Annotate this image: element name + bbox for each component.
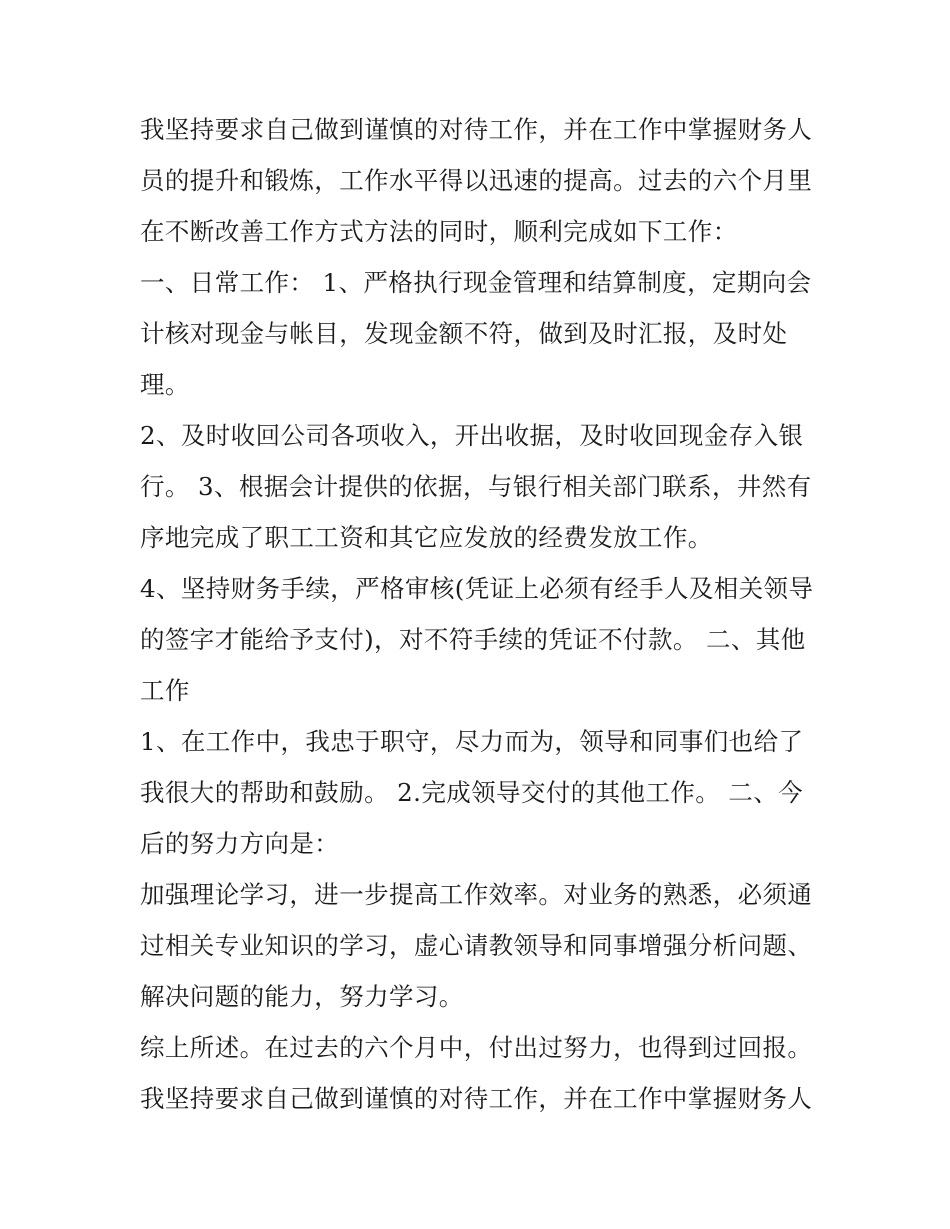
text-line: 我坚持要求自己做到谨慎的对待工作，并在工作中掌握财务人 [140,1084,813,1113]
text-line: 员的提升和锻炼，工作水平得以迅速的提高。过去的六个月里 [140,166,813,195]
text-line: 工作 [140,676,190,705]
text-line: 我坚持要求自己做到谨慎的对待工作，并在工作中掌握财务人 [140,115,813,144]
text-line: 计核对现金与帐目，发现金额不符，做到及时汇报，及时处 [140,319,788,348]
text-line: 4、坚持财务手续，严格审核(凭证上必须有经手人及相关领导 [140,574,814,603]
text-line: 一、日常工作： 1、严格执行现金管理和结算制度，定期向会 [140,268,812,297]
text-line: 过相关专业知识的学习，虚心请教领导和同事增强分析问题、 [140,931,813,960]
text-line: 的签字才能给予支付)，对不符手续的凭证不付款。 二、其他 [140,625,806,654]
text-line: 我很大的帮助和鼓励。 2.完成领导交付的其他工作。 二、今 [140,778,804,807]
text-line: 加强理论学习，进一步提高工作效率。对业务的熟悉，必须通 [140,880,813,909]
text-line: 后的努力方向是： [140,829,340,858]
document-body [140,104,820,1124]
text-line: 行。 3、根据会计提供的依据，与银行相关部门联系，井然有 [140,472,812,501]
text-line: 解决问题的能力，努力学习。 [140,982,464,1011]
text-line: 理。 [140,370,190,399]
text-line: 综上所述。在过去的六个月中，付出过努力，也得到过回报。 [140,1033,813,1062]
text-line: 序地完成了职工工资和其它应发放的经费发放工作。 [140,523,713,552]
text-line: 1、在工作中，我忠于职守，尽力而为，领导和同事们也给了 [140,727,804,756]
text-line: 2、及时收回公司各项收入，开出收据，及时收回现金存入银 [140,421,804,450]
text-line: 在不断改善工作方式方法的同时，顺利完成如下工作： [140,217,738,246]
